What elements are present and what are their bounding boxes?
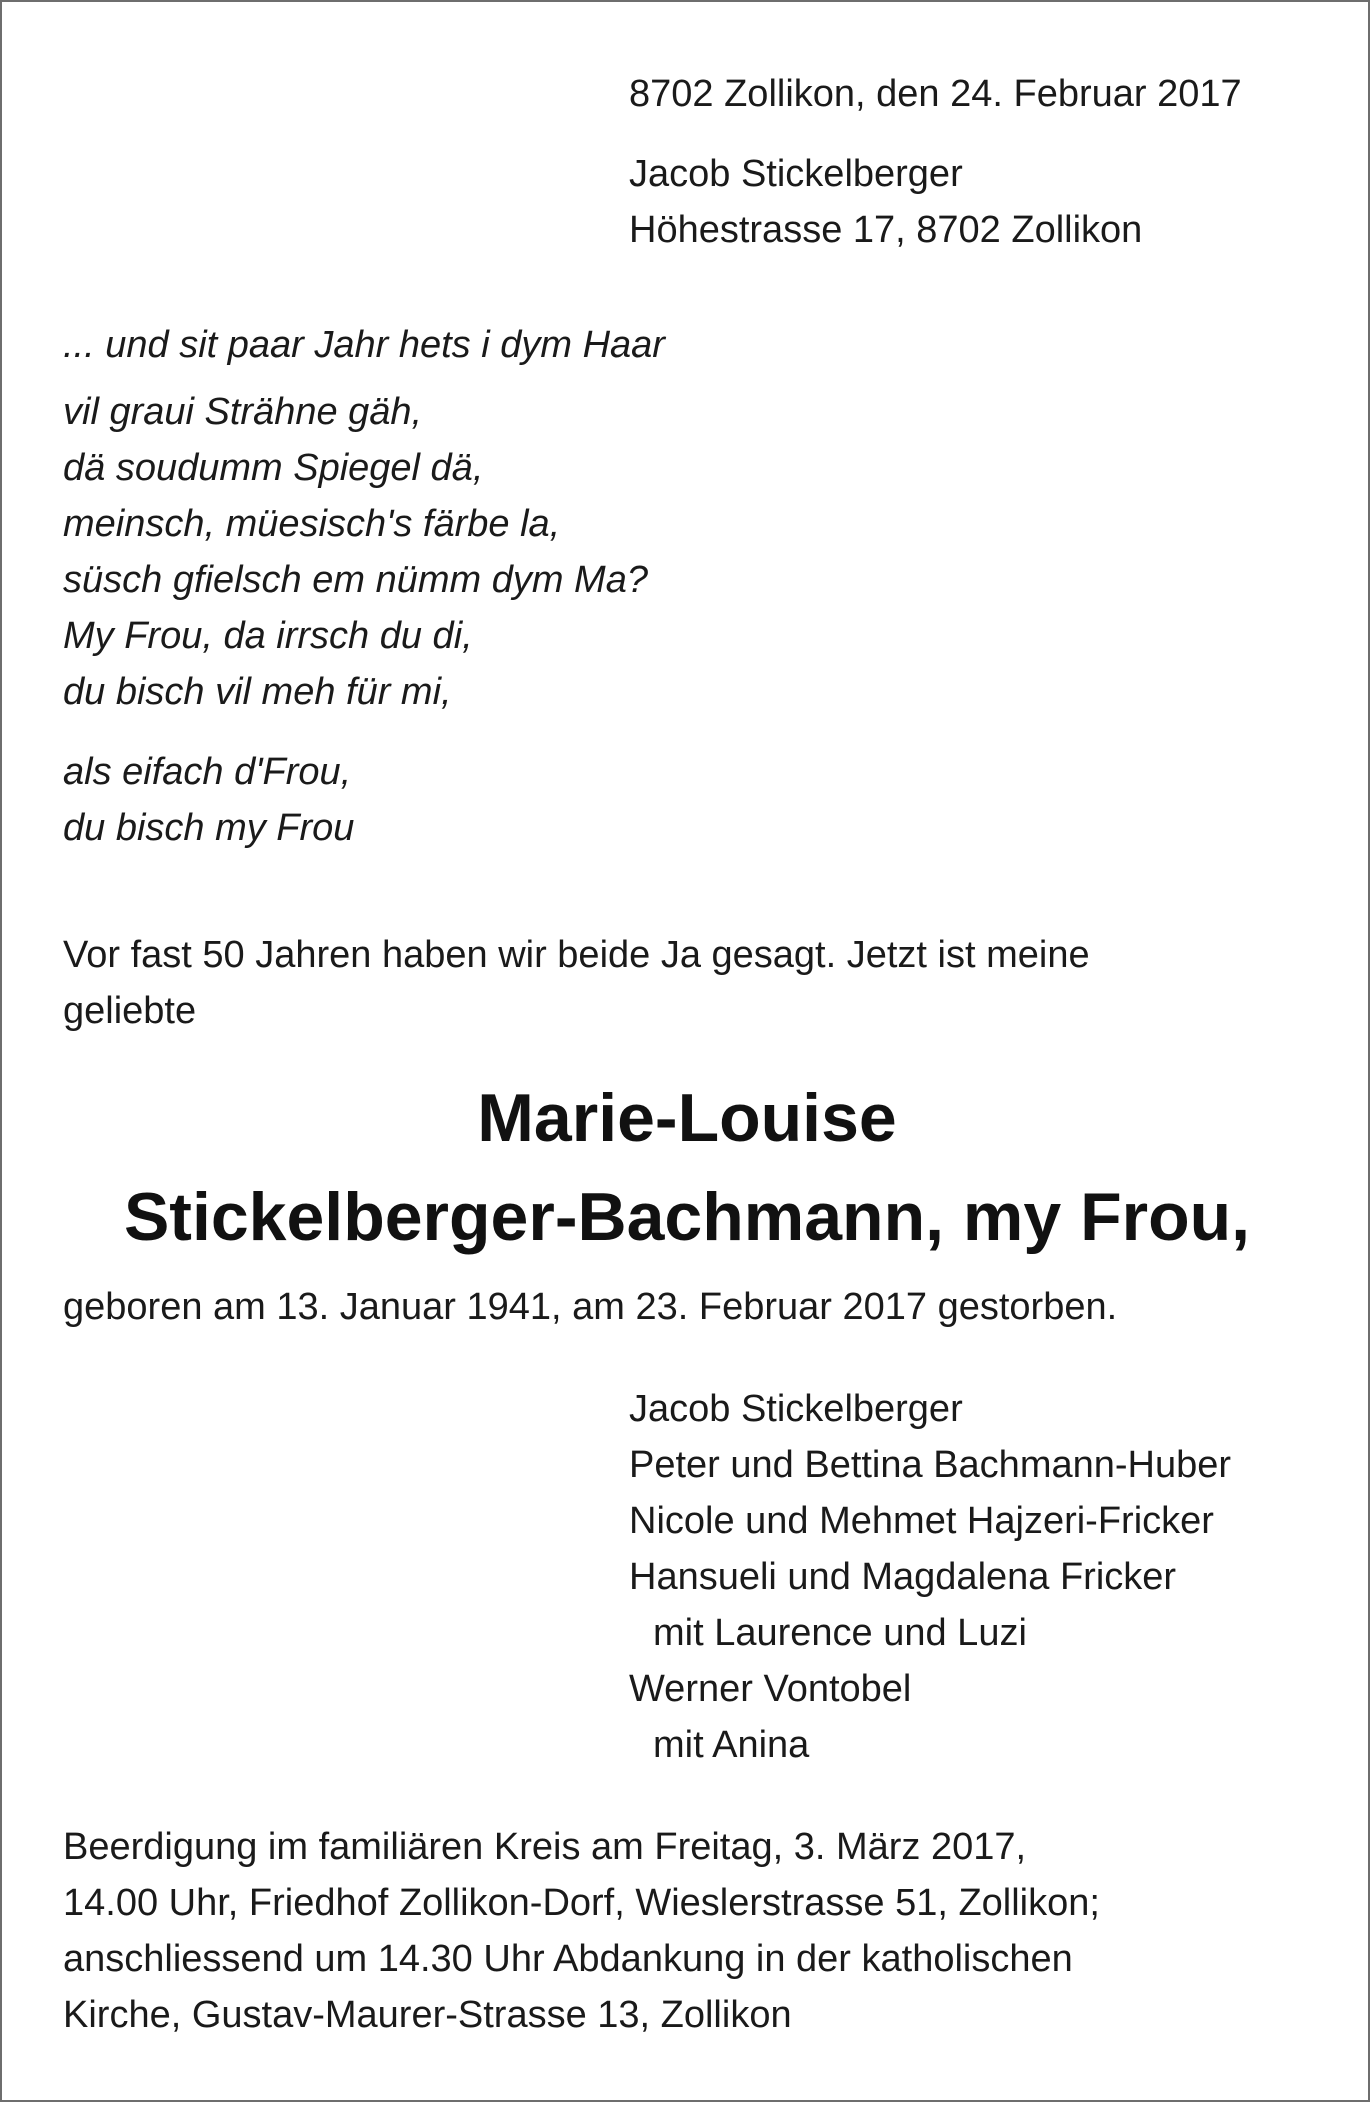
intro-line: Vor fast 50 Jahren haben wir beide Ja gesagt. Jetzt ist meine [63, 934, 1090, 976]
poem-line: du bisch my Frou [63, 807, 355, 849]
funeral-line: 14.00 Uhr, Friedhof Zollikon-Dorf, Wieslerstrasse 51, Zollikon; [63, 1882, 1100, 1924]
deceased-full-name: Stickelberger-Bachmann, my Frou, [123, 1179, 1251, 1255]
funeral-line: Beerdigung im familiären Kreis am Freitag, 3. März 2017, [63, 1826, 1027, 1868]
poem-line: dä soudumm Spiegel dä, [63, 447, 484, 489]
poem-line: My Frou, da irrsch du di, [63, 615, 473, 657]
deceased-first-name: Marie-Louise [477, 1080, 897, 1156]
mourner: Nicole und Mehmet Hajzeri-Fricker [629, 1500, 1214, 1542]
place-date: 8702 Zollikon, den 24. Februar 2017 [629, 73, 1242, 115]
mourner: Peter und Bettina Bachmann-Huber [629, 1444, 1232, 1486]
poem-line: meinsch, müesisch's färbe la, [63, 503, 561, 545]
mourner: Hansueli und Magdalena Fricker [629, 1556, 1177, 1598]
poem-line: du bisch vil meh für mi, [63, 671, 452, 713]
life-dates: geboren am 13. Januar 1941, am 23. Februar 2017 gestorben. [63, 1286, 1118, 1328]
poem-line: vil graui Strähne gäh, [63, 391, 423, 433]
poem-line: süsch gfielsch em nümm dym Ma? [63, 559, 648, 601]
sender-address: Höhestrasse 17, 8702 Zollikon [629, 209, 1143, 251]
intro-line: geliebte [63, 990, 197, 1032]
poem-line: ... und sit paar Jahr hets i dym Haar [63, 324, 665, 366]
funeral-line: Kirche, Gustav-Maurer-Strasse 13, Zollikon [63, 1994, 792, 2036]
mourner: Jacob Stickelberger [629, 1388, 963, 1430]
mourner: Werner Vontobel [629, 1668, 912, 1710]
poem-line: als eifach d'Frou, [63, 751, 352, 793]
funeral-line: anschliessend um 14.30 Uhr Abdankung in der katholischen [63, 1938, 1073, 1980]
mourner: mit Anina [653, 1724, 810, 1766]
sender-name: Jacob Stickelberger [629, 153, 963, 195]
mourner: mit Laurence und Luzi [653, 1612, 1027, 1654]
